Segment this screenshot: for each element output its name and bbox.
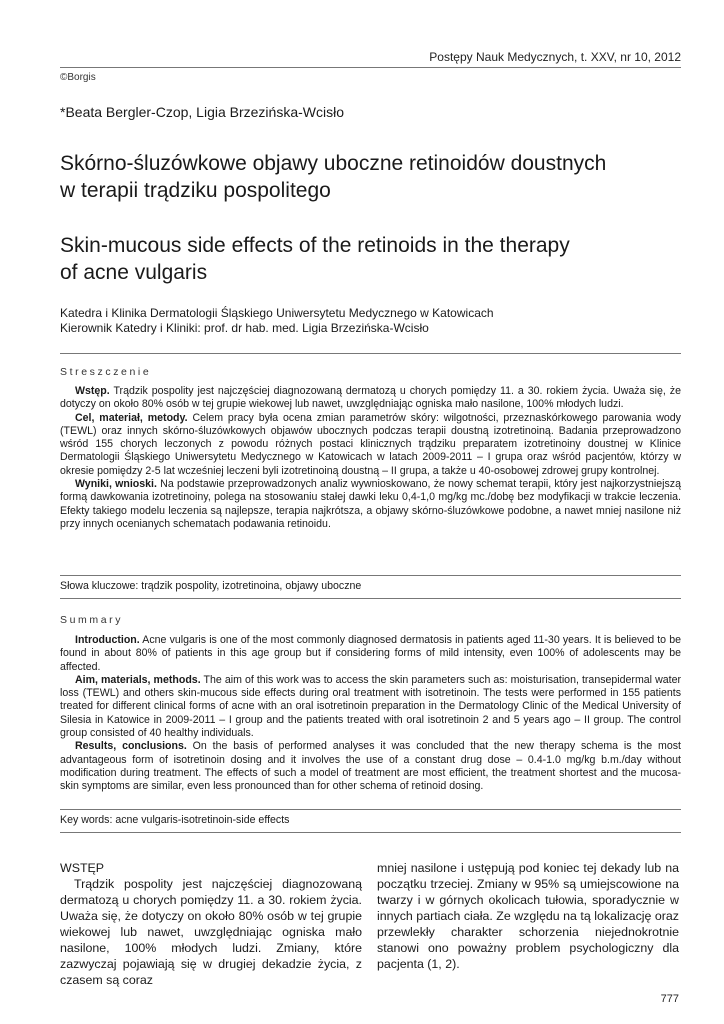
body-paragraph: Trądzik pospolity jest najczęściej diagnozowaną dermatozą u chorych pomiędzy 11. a 30. rokiem życia. Uważa się, że dotyczy on około 80% osób w tej grupie wiekowej lub nawet, uwzględniając ogniska mało nasilone, 100% młodych ludzi. Zmiany, które zazwyczaj pojawiają się w drugiej dekadzie życia, z czasem są coraz <box>60 877 362 987</box>
abstract-text: The aim of this work was to access the skin parameters such as: moisturisation, transepidermal water loss (TEWL) and others skin-mucous side effects during oral treatment with isotretinoin. The tests were performed in 155 patients treated for different clinical forms of acne with an oral isotretinoin preparation in the Dermatology Clinic of the Medical University of Silesia in Katowice in 2009-2011 – I group and the patients treated with oral isotretinoin 2 and 5 years ago – II group. The control group consisted of 40 healthy individuals. <box>60 673 681 740</box>
keywords-english: Key words: acne vulgaris-isotretinoin-side effects <box>60 814 290 826</box>
page-number: 777 <box>660 993 679 1005</box>
abstract-paragraph <box>60 412 681 478</box>
abstract-paragraph <box>60 634 681 674</box>
abstract-paragraph <box>60 385 681 412</box>
summary-heading: Summary <box>60 614 124 626</box>
section-rule <box>60 832 681 833</box>
journal-citation: Postępy Nauk Medycznych, t. XXV, nr 10, 2012 <box>429 50 681 64</box>
title-english <box>60 232 700 286</box>
copyright-notice: ©Borgis <box>60 72 96 83</box>
affiliation <box>60 306 700 336</box>
section-rule <box>60 575 681 576</box>
abstract-label: Wstęp. <box>75 385 110 397</box>
section-rule <box>60 598 681 599</box>
title-polish-line: Skórno-śluzówkowe objawy uboczne retinoidów doustnych <box>60 152 607 175</box>
title-polish-line: w terapii trądziku pospolitego <box>60 179 331 202</box>
abstract-label: Cel, materiał, metody. <box>75 411 188 424</box>
keywords-polish: Słowa kluczowe: trądzik pospolity, izotretinoina, objawy uboczne <box>60 580 362 592</box>
abstract-text: Celem pracy była ocena zmian parametrów skóry: wilgotności, przeznaskórkowego parowania wody (TEWL) oraz innych skórno-śluzówkowych objawów ubocznych podczas terapii doustną izotretinoiną. Badania przeprowadzono wśród 155 chorych leczonych z powodu różnych postaci klinicznych trądziku preparatem izotretinoiny doustnej w Klinice Dermatologii Śląskiego Uniwersytetu Medycznego w Katowicach w latach 2009-2011 – I grupa oraz wśród pacjentów, którzy w okresie pomiędzy 2-5 lat wcześniej leczeni byli izotretinoiną doustną – II grupa, a także u 40-osobowej zdrowej grupy kontrolnej. <box>60 411 681 477</box>
abstract-label: Results, conclusions. <box>75 740 187 753</box>
body-column-left <box>60 860 362 988</box>
abstract-paragraph <box>60 478 681 531</box>
abstract-english <box>60 634 681 794</box>
title-english-line: Skin-mucous side effects of the retinoids in the therapy <box>60 234 570 257</box>
abstract-label: Wyniki, wnioski. <box>75 478 157 491</box>
affiliation-department: Katedra i Klinika Dermatologii Śląskiego Uniwersytetu Medycznego w Katowicach <box>60 306 494 320</box>
abstract-label: Introduction. <box>75 634 140 646</box>
abstract-text: Na podstawie przeprowadzonych analiz wywnioskowano, że nowy schemat terapii, który jest najkorzystniejszą formą dawkowania izotretinoiny, polega na stosowaniu stałej dawki leku 0,4-1,0 mg/kg mc./dobę bez modyfikacji w trakcie leczenia. Efekty takiego modelu leczenia są najlepsze, terapia najkrótsza, a objawy skórno-śluzówkowe podobne, a nawet mniej nasilone niż przy innych ocenianych schematach podawania retinoidu. <box>60 478 681 530</box>
section-rule <box>60 809 681 810</box>
abstract-text: On the basis of performed analyses it was concluded that the new therapy schema is the most advantageous form of isotretinoin dosing and it involves the use of a constant drug dose – 0.4-1.0 mg/kg b.m./day without modification during treatment. The effects of such a model of treatment are most efficient, the treatment shortest and the mucosa-skin symptoms are similar, even less pronounced than for other schema of retinoid dosing. <box>60 740 681 793</box>
author-list: *Beata Bergler-Czop, Ligia Brzezińska-Wcisło <box>60 104 344 120</box>
affiliation-head: Kierownik Katedry i Kliniki: prof. dr hab. med. Ligia Brzezińska-Wcisło <box>60 321 429 335</box>
abstract-polish <box>60 385 681 531</box>
body-paragraph: mniej nasilone i ustępują pod koniec tej dekady lub na początku trzeciej. Zmiany w 95% są umiejscowione na twarzy i w górnych okolicach tułowia, sporadycznie w innych partiach ciała. Ze względu na tą lokalizację oraz przewlekły charakter schorzenia niejednokrotnie stanowi ono poważny problem psychologiczny dla pacjenta (1, 2). <box>377 861 679 971</box>
body-column-right <box>377 860 679 972</box>
header-rule <box>60 67 681 68</box>
title-english-line: of acne vulgaris <box>60 261 208 284</box>
streszczenie-heading: Streszczenie <box>60 366 152 378</box>
abstract-paragraph <box>60 674 681 740</box>
section-rule <box>60 353 681 354</box>
abstract-label: Aim, materials, methods. <box>75 673 201 686</box>
title-polish <box>60 150 700 204</box>
abstract-text: Acne vulgaris is one of the most commonly diagnosed dermatosis in patients aged 11-30 years. It is believed to be found in about 80% of patients in this age group but if considering forms of mild intensity, even 100% of adolescents may be affected. <box>60 634 681 673</box>
section-heading-wstep: WSTĘP <box>60 861 105 875</box>
abstract-paragraph <box>60 740 681 793</box>
abstract-text: Trądzik pospolity jest najczęściej diagnozowaną dermatozą u chorych pomiędzy 11. a 30. rokiem życia. Uważa się, że dotyczy on około 80% osób w tej grupie wiekowej lub nawet, uwzględniając ogniska mało nasilone, 100% młodych ludzi. <box>60 385 681 411</box>
